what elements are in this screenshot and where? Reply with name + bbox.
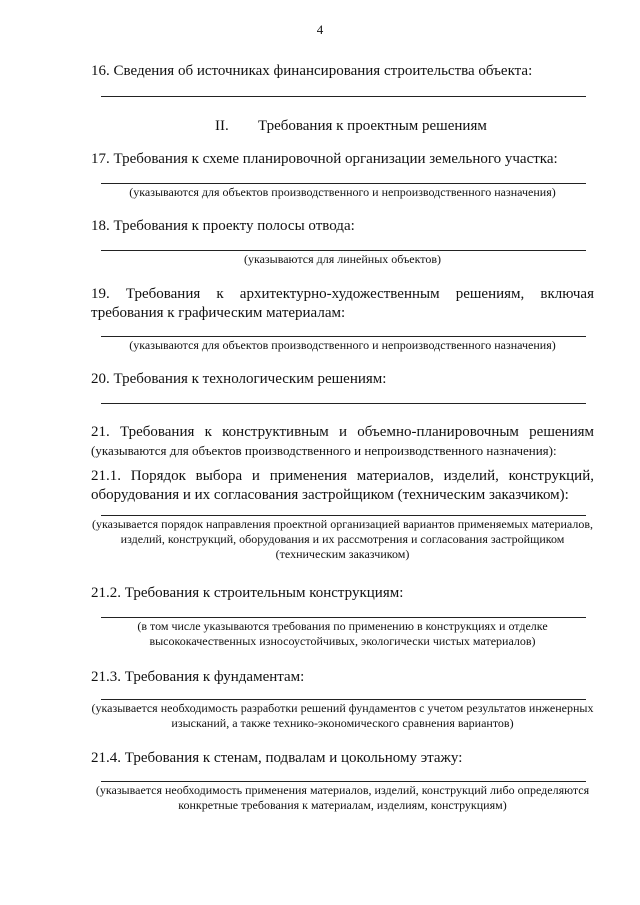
item-21-note: (указываются для объектов производственного и непроизводственного назначения): bbox=[91, 443, 557, 458]
fill-line-20 bbox=[101, 403, 586, 404]
fill-line-21-3 bbox=[101, 699, 586, 700]
fill-line-18 bbox=[101, 250, 586, 251]
fill-line-21-1 bbox=[101, 515, 586, 516]
item-17: 17. Требования к схеме планировочной организации земельного участка: bbox=[91, 151, 558, 167]
item-21-1: 21.1. Порядок выбора и применения материалов, изделий, конструкций, оборудования и их согласования застройщиком (техническим заказчиком): bbox=[91, 468, 594, 503]
note-18: (указываются для линейных объектов) bbox=[243, 252, 442, 266]
section-title: Требования к проектным решениям bbox=[258, 118, 487, 134]
item-21: 21. Требования к конструктивным и объемно-планировочным решениям bbox=[91, 424, 594, 440]
page-number: 4 bbox=[316, 22, 324, 37]
fill-line-21-4 bbox=[101, 781, 586, 782]
note-21-3: (указывается необходимость разработки решений фундаментов с учетом результатов инженерных изысканий, а также технико-экономического сравнения вариантов) bbox=[91, 701, 594, 730]
item-16: 16. Сведения об источниках финансирования строительства объекта: bbox=[91, 63, 533, 79]
note-21-2: (в том числе указываются требования по применению в конструкциях и отделке высококачественных износоустойчивых, экологически чистых материалов) bbox=[137, 619, 548, 648]
item-21-3: 21.3. Требования к фундаментам: bbox=[91, 669, 305, 685]
fill-line-19 bbox=[101, 336, 586, 337]
item-21-2: 21.2. Требования к строительным конструкциям: bbox=[91, 585, 404, 601]
section-number: II. bbox=[215, 118, 229, 134]
item-21-4: 21.4. Требования к стенам, подвалам и цокольному этажу: bbox=[91, 750, 463, 766]
note-21-4: (указывается необходимость применения материалов, изделий, конструкций либо определяются конкретные требования к материалам, изделиям, конструкциям) bbox=[95, 783, 590, 812]
note-21-1: (указывается порядок направления проектной организацией вариантов применяемых материалов, изделий, конструкций, оборудования и их рассмотрения и согласования застройщиком (техническим заказчиком) bbox=[91, 517, 594, 561]
fill-line-21-2 bbox=[101, 617, 586, 618]
item-19: 19. Требования к архитектурно-художественным решениям, включая требования к графическим материалам: bbox=[91, 286, 594, 321]
fill-line-16 bbox=[101, 96, 586, 97]
fill-line-17 bbox=[101, 183, 586, 184]
item-18: 18. Требования к проекту полосы отвода: bbox=[91, 218, 355, 234]
note-17: (указываются для объектов производственного и непроизводственного назначения) bbox=[129, 185, 556, 199]
item-20: 20. Требования к технологическим решениям: bbox=[91, 371, 387, 387]
note-19: (указываются для объектов производственного и непроизводственного назначения) bbox=[129, 338, 556, 352]
